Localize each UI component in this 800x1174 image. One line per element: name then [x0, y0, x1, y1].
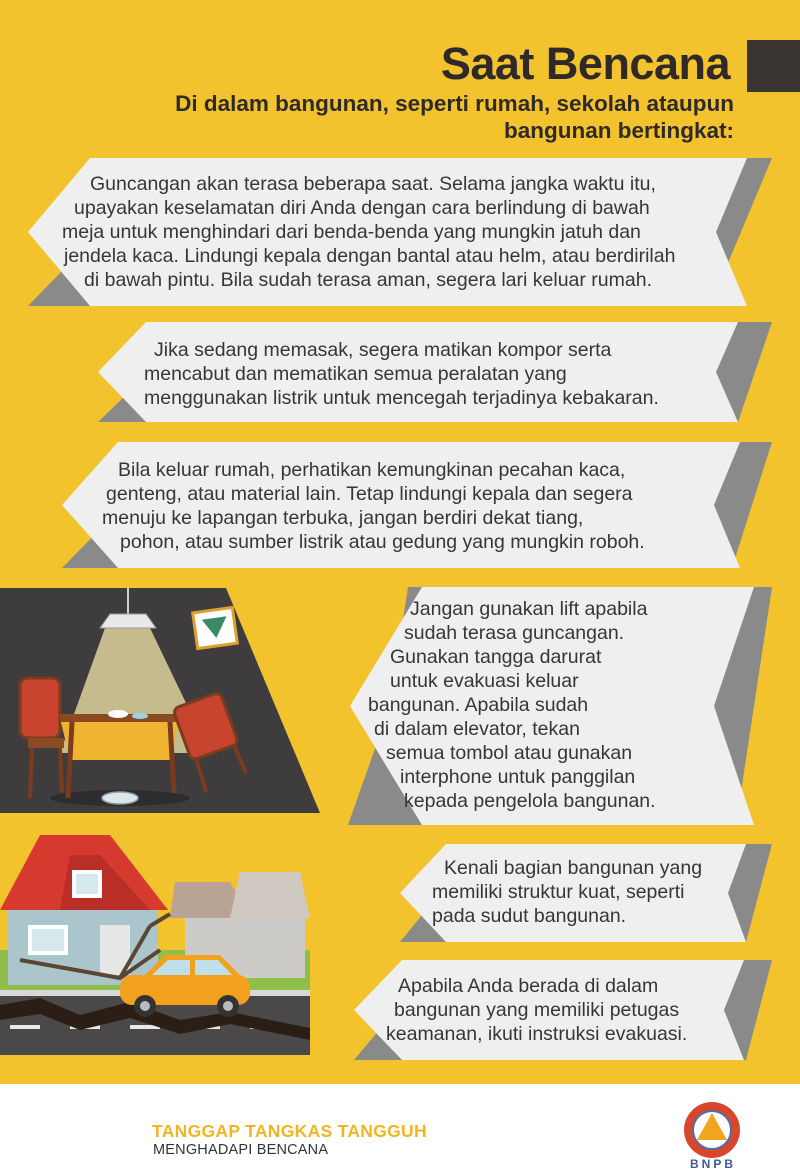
tip-line: kepada pengelola bangunan. [404, 790, 656, 812]
tip-line: di bawah pintu. Bila sudah terasa aman, segera lari keluar rumah. [84, 269, 652, 291]
tip-panel [400, 844, 772, 942]
tagline: TANGGAP TANGKAS TANGGUH [152, 1121, 427, 1141]
tip-line: bangunan yang memiliki petugas [394, 999, 680, 1021]
tip-panel [28, 158, 772, 306]
tip-line: mencabut dan mematikan semua peralatan yang [144, 363, 567, 385]
tip-line: untuk evakuasi keluar [390, 670, 579, 692]
tip-line: Bila keluar rumah, perhatikan kemungkinan pecahan kaca, [118, 459, 626, 481]
tip-line: semua tombol atau gunakan [386, 742, 633, 764]
tagline-sub: MENGHADAPI BENCANA [153, 1142, 329, 1158]
tip-line: sudah terasa guncangan. [404, 622, 625, 644]
tip-line: interphone untuk panggilan [400, 766, 636, 788]
tip-line: di dalam elevator, tekan [374, 718, 580, 740]
tip-line: bangunan. Apabila sudah [368, 694, 589, 716]
tip-line: Gunakan tangga darurat [390, 646, 602, 668]
tip-line: genteng, atau material lain. Tetap lindungi kepala dan segera [106, 483, 633, 505]
page-title: Saat Bencana [440, 38, 730, 89]
tip-line: Kenali bagian bangunan yang [444, 857, 703, 879]
tip-line: upayakan keselamatan diri Anda dengan cara berlindung di bawah [74, 197, 650, 219]
tip-line: menuju ke lapangan terbuka, jangan berdiri dekat tiang, [102, 507, 584, 529]
tip-line: Jangan gunakan lift apabila [410, 598, 648, 620]
room-shaking-illustration [0, 588, 320, 813]
corner-block [747, 40, 800, 92]
house-earthquake-illustration [0, 830, 310, 1060]
tip-line: menggunakan listrik untuk mencegah terjadinya kebakaran. [144, 387, 659, 409]
page-subtitle [94, 90, 734, 144]
tip-panel [354, 960, 772, 1060]
tip-line: Guncangan akan terasa beberapa saat. Selama jangka waktu itu, [90, 173, 656, 195]
tip-line: jendela kaca. Lindungi kepala dengan bantal atau helm, atau berdirilah [64, 245, 676, 267]
org-name: BNPB [689, 1157, 736, 1171]
tip-line: pohon, atau sumber listrik atau gedung yang mungkin roboh. [120, 531, 645, 553]
tip-panel [62, 442, 772, 568]
tip-panel [348, 587, 772, 825]
tip-line: Jika sedang memasak, segera matikan kompor serta [154, 339, 612, 361]
tip-panel [98, 322, 772, 422]
subtitle-line: Di dalam bangunan, seperti rumah, sekolah ataupun [175, 91, 734, 116]
tip-line: meja untuk menghindari dari benda-benda yang mungkin jatuh dan [62, 221, 641, 243]
tip-line: Apabila Anda berada di dalam [398, 975, 659, 997]
tip-line: memiliki struktur kuat, seperti [432, 881, 685, 903]
tip-line: keamanan, ikuti instruksi evakuasi. [386, 1023, 688, 1045]
subtitle-line: bangunan bertingkat: [504, 118, 734, 143]
tip-line: pada sudut bangunan. [432, 905, 627, 927]
bnpb-logo-icon [682, 1100, 742, 1160]
